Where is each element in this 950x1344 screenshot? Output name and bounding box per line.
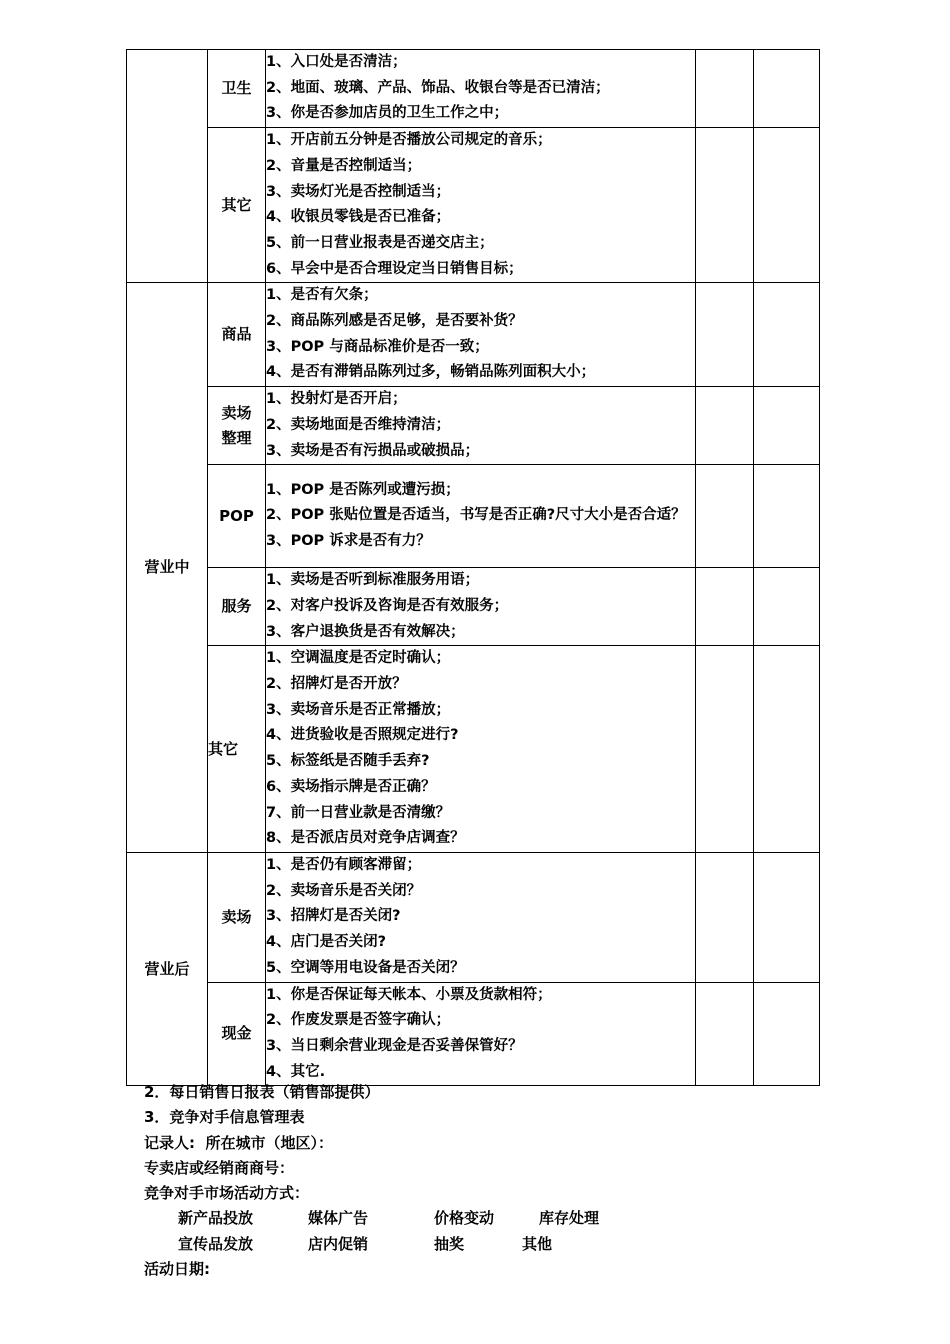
list-item: 1、开店前五分钟是否播放公司规定的音乐； (266, 132, 552, 149)
table-row (127, 646, 820, 853)
option-instore-promo[interactable]: 店内促销 (308, 1234, 369, 1253)
list-item: 2、招牌灯是否开放？ (266, 676, 407, 693)
category-other: 其它 (208, 128, 266, 283)
table-row (127, 982, 820, 1086)
check-cell[interactable] (696, 128, 754, 283)
check-cell[interactable] (696, 646, 754, 853)
list-item: 1、空调温度是否定时确认； (266, 650, 451, 667)
activity-options-row (144, 1232, 553, 1257)
list-item: 1、你是否保证每天帐本、小票及货款相符； (266, 986, 552, 1003)
list-item: 8、是否派店员对竞争店调查？ (266, 830, 465, 847)
activity-date-field: 活动日期: (144, 1260, 210, 1279)
list-item: 2、地面、玻璃、产品、饰品、收银台等是否已清洁； (266, 79, 610, 96)
phase-after-business: 营业后 (127, 852, 208, 1085)
list-item: 3、你是否参加店员的卫生工作之中； (266, 105, 509, 122)
list-item: 1、是否仍有顾客滞留； (266, 856, 422, 873)
list-item: 2、卖场地面是否维持清洁； (266, 416, 451, 433)
phase-during-business: 营业中 (127, 283, 208, 853)
check-cell[interactable] (696, 982, 754, 1086)
list-item: 3、POP 与商品标准价是否一致； (266, 338, 489, 355)
list-item: 4、进货验收是否照规定进行? (266, 727, 459, 744)
competitor-info-heading: 3．竞争对手信息管理表 (144, 1108, 305, 1127)
list-item: 5、空调等用电设备是否关闭？ (266, 959, 465, 976)
list-item: 1、是否有欠条； (266, 287, 378, 304)
check-cell[interactable] (696, 50, 754, 128)
category-pop: POP (208, 465, 266, 568)
item-list (266, 128, 696, 283)
recorder-city-field: 记录人: 所在城市（地区）： (144, 1133, 333, 1152)
list-item: 7、前一日营业款是否清缴？ (266, 804, 451, 821)
list-item: 3、卖场音乐是否正常播放； (266, 701, 451, 718)
category-sales-floor: 卖场 (208, 852, 266, 982)
table-row (127, 387, 820, 465)
list-item: 2、作废发票是否签字确认； (266, 1012, 451, 1029)
item-list (266, 568, 696, 646)
option-price-change[interactable]: 价格变动 (434, 1209, 495, 1228)
list-item: 2、卖场音乐是否关闭？ (266, 882, 422, 899)
list-item: 4、其它. (266, 1063, 326, 1080)
option-lottery[interactable]: 抽奖 (434, 1234, 465, 1253)
remark-cell[interactable] (754, 568, 820, 646)
remark-cell[interactable] (754, 982, 820, 1086)
category-label-line: 整理 (221, 428, 252, 447)
notes-section (144, 1080, 600, 1282)
list-item: 4、收银员零钱是否已准备； (266, 209, 451, 226)
item-list (266, 50, 696, 128)
table-row (127, 852, 820, 982)
list-item: 1、投射灯是否开启； (266, 391, 407, 408)
category-floor-tidying (208, 387, 266, 465)
category-other: 其它 (208, 646, 266, 853)
item-list (266, 387, 696, 465)
list-item: 3、卖场是否有污损品或破损品； (266, 442, 480, 459)
list-item: 3、卖场灯光是否控制适当； (266, 183, 451, 200)
list-item: 2、对客户投诉及咨询是否有效服务； (266, 597, 509, 614)
list-item: 5、标签纸是否随手丢弃? (266, 753, 430, 770)
remark-cell[interactable] (754, 387, 820, 465)
check-cell[interactable] (696, 465, 754, 568)
list-item: 2、音量是否控制适当； (266, 157, 422, 174)
phase-cell-empty (127, 50, 208, 283)
list-item: 1、入口处是否清洁； (266, 54, 407, 70)
daily-sales-report-heading: 2．每日销售日报表（销售部提供） (144, 1083, 380, 1101)
list-item: 2、POP 张贴位置是否适当，书写是否正确?尺寸大小是否合适？ (266, 507, 686, 524)
list-item: 3、POP 诉求是否有力？ (266, 533, 431, 550)
remark-cell[interactable] (754, 465, 820, 568)
table-row (127, 465, 820, 568)
option-new-product[interactable]: 新产品投放 (178, 1209, 254, 1228)
list-item: 3、招牌灯是否关闭? (266, 908, 401, 925)
category-merchandise: 商品 (208, 283, 266, 387)
list-item: 4、是否有滞销品陈列过多，畅销品陈列面积大小； (266, 364, 596, 381)
table-row (127, 568, 820, 646)
category-label-line: 卖场 (221, 403, 252, 422)
list-item: 1、POP 是否陈列或遭污损； (266, 481, 460, 498)
list-item: 6、卖场指示牌是否正确？ (266, 778, 436, 795)
list-item: 1、卖场是否听到标准服务用语； (266, 572, 480, 589)
check-cell[interactable] (696, 283, 754, 387)
remark-cell[interactable] (754, 50, 820, 128)
check-cell[interactable] (696, 387, 754, 465)
table-row (127, 128, 820, 283)
table-row (127, 50, 820, 128)
list-item: 5、前一日营业报表是否递交店主； (266, 234, 494, 251)
option-other[interactable]: 其他 (522, 1234, 553, 1253)
category-service: 服务 (208, 568, 266, 646)
list-item: 3、客户退换货是否有效解决； (266, 623, 465, 640)
item-list (266, 465, 696, 568)
option-inventory[interactable]: 库存处理 (539, 1209, 600, 1228)
category-hygiene: 卫生 (208, 50, 266, 128)
remark-cell[interactable] (754, 646, 820, 853)
item-list (266, 646, 696, 853)
option-promo-material[interactable]: 宣传品发放 (178, 1234, 254, 1253)
category-cash: 现金 (208, 982, 266, 1086)
activity-options-row (144, 1206, 600, 1231)
store-name-field: 专卖店或经销商商号： (144, 1158, 295, 1177)
item-list (266, 982, 696, 1086)
option-media-ad[interactable]: 媒体广告 (308, 1209, 369, 1228)
list-item: 6、早会中是否合理设定当日销售目标； (266, 260, 523, 277)
remark-cell[interactable] (754, 852, 820, 982)
remark-cell[interactable] (754, 128, 820, 283)
item-list (266, 283, 696, 387)
list-item: 2、商品陈列感是否足够，是否要补货？ (266, 313, 523, 330)
list-item: 3、当日剩余营业现金是否妥善保管好？ (266, 1037, 523, 1054)
store-inspection-checklist (126, 49, 820, 1086)
table-row (127, 283, 820, 387)
item-list (266, 852, 696, 982)
activity-type-label: 竞争对手市场活动方式： (144, 1184, 310, 1203)
list-item: 4、店门是否关闭? (266, 934, 386, 951)
check-cell[interactable] (696, 852, 754, 982)
check-cell[interactable] (696, 568, 754, 646)
remark-cell[interactable] (754, 283, 820, 387)
